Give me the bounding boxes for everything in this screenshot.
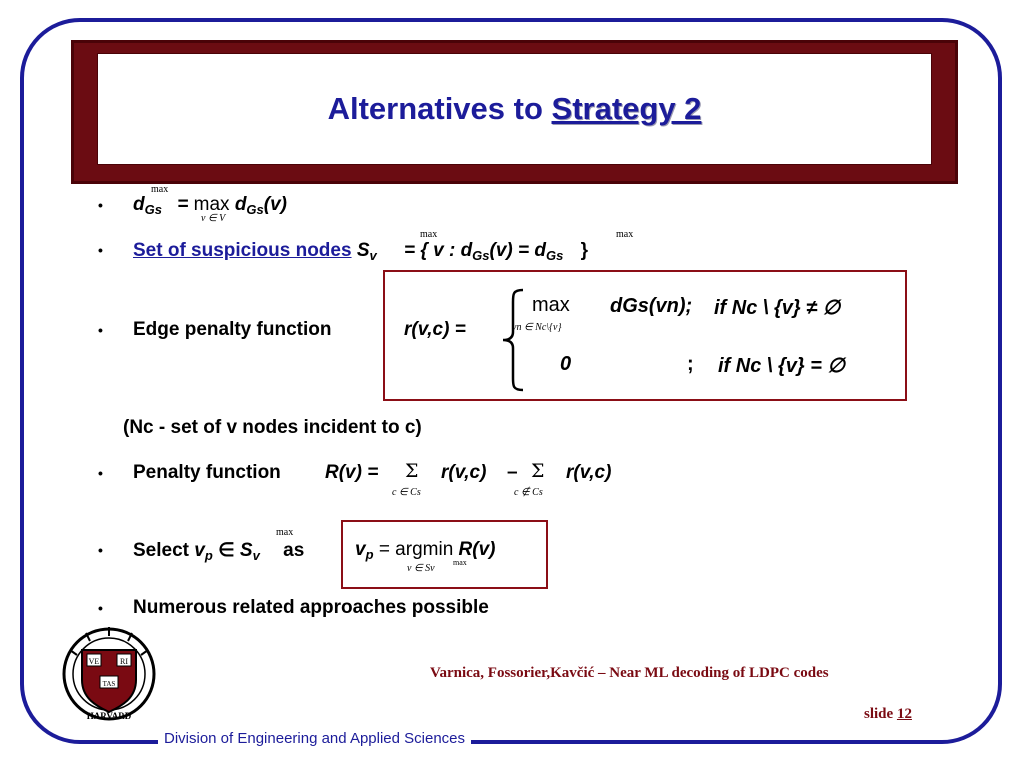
b5-in: ∈: [218, 540, 235, 561]
b2-s: S: [356, 240, 370, 261]
formula-gs-sub: Gs: [144, 202, 162, 217]
citation-title: Near ML decoding of LDPC codes: [609, 665, 829, 681]
left-brace-icon: [501, 288, 525, 392]
slide-number-value: 12: [896, 706, 912, 722]
title-prefix: Alternatives to: [327, 91, 552, 126]
b5-s: S: [239, 540, 253, 561]
related-approaches: Numerous related approaches possible: [133, 597, 489, 618]
case1-expr: dGs(vn);: [610, 295, 693, 317]
case1-max: max: [532, 294, 570, 316]
case1-cond: if Nc \ {v} ≠ ∅: [714, 297, 841, 319]
box-sub: v ∈ Sv: [407, 563, 435, 574]
b2-s-sub: v: [369, 248, 377, 263]
division-name: Division of Engineering and Applied Sciences: [158, 730, 471, 747]
b5-s-sup: max: [276, 527, 294, 538]
term-1: r(v,c): [441, 462, 487, 483]
b2-arg: (v) =: [489, 240, 530, 261]
box-p: p: [365, 547, 374, 562]
harvard-seal-logo: [62, 624, 156, 722]
seal-word-1: VE: [88, 657, 100, 666]
edge-penalty-label: Edge penalty function: [133, 319, 332, 340]
b2-s-sup: max: [420, 229, 438, 240]
b2-eq: = {: [404, 240, 428, 261]
box-v: v: [355, 539, 366, 560]
formula-rhs-gs: Gs: [246, 202, 264, 217]
sum-2: Σ: [531, 460, 545, 482]
penalty-function-lhs: R(v) =: [325, 462, 379, 483]
b2-close: }: [580, 240, 589, 261]
sum-2-sub: c ∉ Cs: [514, 487, 543, 498]
sum-1-sub: c ∈ Cs: [392, 487, 421, 498]
formula-max: max: [193, 194, 230, 215]
sum-1: Σ: [405, 460, 419, 482]
seal-word-3: TAS: [102, 680, 116, 688]
b2-d2-sup: max: [616, 229, 634, 240]
seal-word-2: RI: [120, 657, 128, 666]
b2-d: d: [460, 240, 473, 261]
b2-d2: d: [534, 240, 547, 261]
citation-dash: –: [594, 665, 610, 681]
b5-v: v: [194, 540, 205, 561]
bullet-2-text: [133, 240, 588, 263]
slide-label: slide: [864, 706, 897, 722]
seal-ring-text: HARVARD: [86, 711, 132, 721]
b2-gs: Gs: [472, 248, 490, 263]
case2-cond: if Nc \ {v} = ∅: [718, 355, 845, 377]
b1-max-sub: v ∈ V: [201, 213, 226, 224]
b2-gs2: Gs: [546, 248, 564, 263]
citation: [430, 665, 829, 682]
title-highlight: Strategy 2: [551, 91, 702, 126]
select-label: Select: [133, 540, 189, 561]
argmin-expr: [355, 539, 496, 562]
slide-number: [864, 706, 912, 723]
case2-semicolon: ;: [687, 353, 694, 375]
box-argmin: = argmin: [378, 539, 454, 560]
suspicious-nodes-label: Set of suspicious nodes: [133, 240, 352, 261]
bullet-5-marker: •: [98, 542, 103, 558]
bullet-1-marker: •: [98, 197, 103, 213]
formula-eq: =: [177, 194, 189, 215]
citation-authors: Varnica, Fossorier,Kavčić: [430, 665, 595, 681]
minus-sign: –: [507, 462, 518, 483]
b5-s-sub: v: [252, 548, 260, 563]
formula-d: d: [133, 194, 145, 215]
b2-v: v :: [433, 240, 456, 261]
bullet-6-marker: •: [98, 600, 103, 616]
box-sub-sup: max: [453, 558, 467, 567]
formula-rhs-d: d: [234, 194, 247, 215]
box-r: R(v): [458, 539, 496, 560]
bullet-5-text: [133, 539, 304, 563]
nc-note: (Nc - set of v nodes incident to c): [123, 417, 422, 438]
term-2: r(v,c): [566, 462, 612, 483]
edge-penalty-lhs: r(v,c) =: [404, 319, 466, 340]
bullet-2-marker: •: [98, 242, 103, 258]
bullet-4-marker: •: [98, 465, 103, 481]
bullet-3-marker: •: [98, 322, 103, 338]
slide-title: [97, 53, 932, 165]
case1-sub: vn ∈ Nc\{v}: [512, 322, 562, 333]
case2-value: 0: [560, 353, 572, 375]
b1-max-sup: max: [151, 184, 169, 195]
penalty-function-label: Penalty function: [133, 462, 281, 483]
formula-rhs-arg: (v): [263, 194, 287, 215]
b5-as: as: [283, 540, 305, 561]
b5-p: p: [204, 548, 213, 563]
